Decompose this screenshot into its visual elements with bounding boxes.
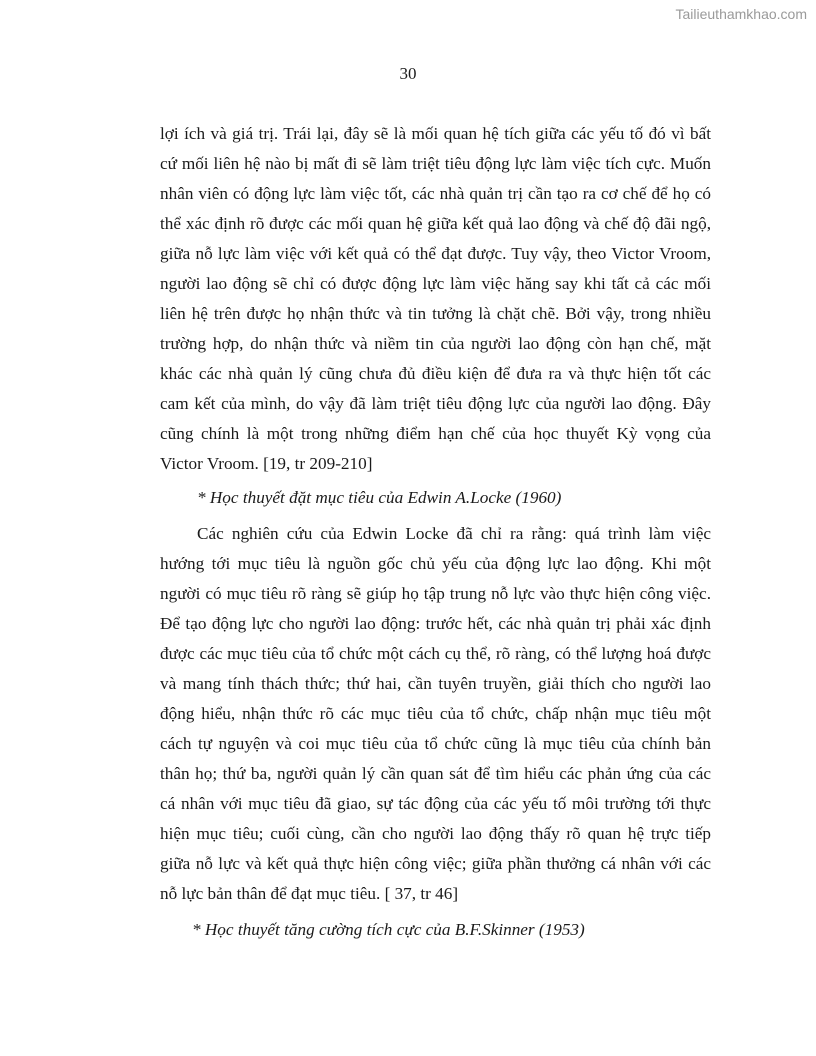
paragraph-line: cam kết của mình, do vậy đã làm triệt tiêu động lực của người lao động. Đây xyxy=(160,394,711,413)
paragraph-line: hướng tới mục tiêu là nguồn gốc chủ yếu của động lực lao động. Khi một xyxy=(160,554,711,573)
section-heading-skinner: * Học thuyết tăng cường tích cực của B.F.Skinner (1953) xyxy=(192,920,585,939)
paragraph-line: giữa nỗ lực làm việc với kết quả có thể đạt được. Tuy vậy, theo Victor Vroom, xyxy=(160,244,711,263)
paragraph-line: được các mục tiêu của tổ chức một cách cụ thể, rõ ràng, có thể lượng hoá được xyxy=(160,644,711,663)
paragraph-line: cũng chính là một trong những điểm hạn chế của học thuyết Kỳ vọng của xyxy=(160,424,711,443)
paragraph-line: nỗ lực bản thân để đạt mục tiêu. [ 37, tr 46] xyxy=(160,884,459,903)
paragraph-line: người lao động sẽ chỉ có được động lực làm việc hăng say khi tất cả các mối xyxy=(160,274,711,293)
paragraph-line: động hiểu, nhận thức rõ các mục tiêu của tổ chức, chấp nhận mục tiêu một xyxy=(160,704,711,723)
paragraph-line: Victor Vroom. [19, tr 209-210] xyxy=(160,454,373,473)
paragraph-line: giữa nỗ lực và kết quả thực hiện công việc; giữa phần thưởng cá nhân với các xyxy=(160,854,711,873)
paragraph-line: cá nhân với mục tiêu đã giao, sự tác động của các yếu tố môi trường tới thực xyxy=(160,794,711,813)
paragraph-line: khác các nhà quản lý cũng chưa đủ điều kiện để đưa ra và thực hiện tốt các xyxy=(160,364,711,383)
paragraph-line: cứ mối liên hệ nào bị mất đi sẽ làm triệt tiêu động lực làm việc tích cực. Muốn xyxy=(160,154,711,173)
paragraph-line: Các nghiên cứu của Edwin Locke đã chỉ ra rằng: quá trình làm việc xyxy=(197,524,711,543)
paragraph-line: Để tạo động lực cho người lao động: trước hết, các nhà quản trị phải xác định xyxy=(160,614,711,633)
watermark: Tailieuthamkhao.com xyxy=(675,6,807,22)
page-number: 30 xyxy=(399,64,417,83)
paragraph-line: và mang tính thách thức; thứ hai, cần tuyên truyền, giải thích cho người lao xyxy=(160,674,711,693)
paragraph-line: thể xác định rõ được các mối quan hệ giữa kết quả lao động và chế độ đãi ngộ, xyxy=(160,214,711,233)
paragraph-line: lợi ích và giá trị. Trái lại, đây sẽ là mối quan hệ tích giữa các yếu tố đó vì bất xyxy=(160,124,711,143)
paragraph-line: hiện mục tiêu; cuối cùng, cần cho người lao động thấy rõ quan hệ trực tiếp xyxy=(160,824,711,843)
section-heading-locke: * Học thuyết đặt mục tiêu của Edwin A.Locke (1960) xyxy=(197,488,562,507)
paragraph-line: cách tự nguyện và coi mục tiêu của tổ chức cũng là mục tiêu của chính bản xyxy=(160,734,711,753)
paragraph-line: thân họ; thứ ba, người quản lý cần quan sát để tìm hiểu các phản ứng của các xyxy=(160,764,711,783)
paragraph-line: liên hệ trên được họ nhận thức và tin tưởng là chặt chẽ. Bởi vậy, trong nhiều xyxy=(160,304,711,323)
paragraph-line: nhân viên có động lực làm việc tốt, các nhà quản trị cần tạo ra cơ chế để họ có xyxy=(160,184,711,203)
paragraph-line: người có mục tiêu rõ ràng sẽ giúp họ tập trung nỗ lực vào thực hiện công việc. xyxy=(160,584,711,603)
paragraph-line: trường hợp, do nhận thức và niềm tin của người lao động còn hạn chế, mặt xyxy=(160,334,711,353)
